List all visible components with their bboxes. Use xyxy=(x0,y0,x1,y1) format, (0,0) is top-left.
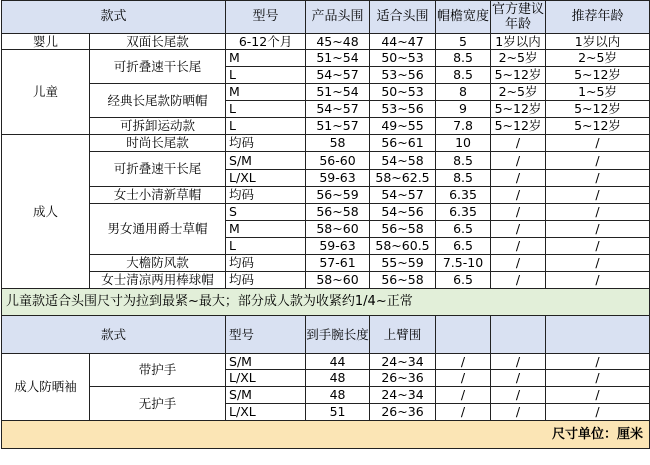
header-official-age: 官方建议年龄 xyxy=(492,2,545,32)
unit-note: 尺寸单位：厘米 xyxy=(2,421,650,449)
rec-age-cell: / xyxy=(546,204,650,221)
header-row xyxy=(2,1,650,34)
rec-age-cell: / xyxy=(546,221,650,238)
rec-age-cell: / xyxy=(546,152,650,170)
product-head-cell: 56~59 xyxy=(306,187,370,204)
fit-head-cell: 58~62.5 xyxy=(370,170,436,187)
official-age-cell: 2~5岁 xyxy=(491,50,546,67)
model-cell: L xyxy=(226,101,306,118)
sleeve-row xyxy=(2,354,650,370)
blank-cell: / xyxy=(546,354,650,370)
rec-age-cell: / xyxy=(546,255,650,272)
sleeve-header-row xyxy=(2,316,650,354)
sleeve-header-empty xyxy=(436,316,491,354)
header-product-head: 产品头围 xyxy=(306,1,370,34)
rec-age-cell: / xyxy=(546,272,650,289)
product-head-cell: 56~58 xyxy=(306,204,370,221)
model-cell: M xyxy=(226,50,306,67)
product-head-cell: 58 xyxy=(306,135,370,152)
table-row xyxy=(2,50,650,67)
model-cell: L/XL xyxy=(226,404,306,421)
blank-cell: / xyxy=(436,354,491,370)
style-cell: 大檐防风款 xyxy=(90,255,226,272)
brim-cell: 6.5 xyxy=(436,238,491,255)
footer-row xyxy=(2,421,650,449)
wrist-cell: 48 xyxy=(306,387,370,404)
style-cell: 可拆卸运动款 xyxy=(90,118,226,135)
sleeve-header-style: 款式 xyxy=(2,316,226,354)
fit-head-cell: 58~60.5 xyxy=(370,238,436,255)
header-model: 型号 xyxy=(226,1,306,34)
official-age-cell: / xyxy=(491,187,546,204)
fit-head-cell: 54~56 xyxy=(370,204,436,221)
model-cell: 均码 xyxy=(226,272,306,289)
fit-head-cell: 50~53 xyxy=(370,50,436,67)
model-cell: L xyxy=(226,67,306,84)
sleeve-style-cell: 无护手 xyxy=(90,387,226,421)
table-row xyxy=(2,204,650,221)
sleeve-table xyxy=(1,315,650,449)
table-row xyxy=(2,152,650,170)
model-cell: 6-12个月 xyxy=(226,34,306,50)
wrist-cell: 48 xyxy=(306,370,370,387)
official-age-cell: / xyxy=(491,255,546,272)
blank-cell: / xyxy=(546,404,650,421)
blank-cell: / xyxy=(491,370,546,387)
group-cell: 成人 xyxy=(2,135,90,289)
model-cell: L xyxy=(226,238,306,255)
brim-cell: 8.5 xyxy=(436,170,491,187)
model-cell: L xyxy=(226,118,306,135)
group-cell: 婴儿 xyxy=(2,34,90,50)
table-row xyxy=(2,272,650,289)
brim-cell: 6.5 xyxy=(436,272,491,289)
fit-head-cell: 56~58 xyxy=(370,272,436,289)
product-head-cell: 59-63 xyxy=(306,238,370,255)
model-cell: S/M xyxy=(226,387,306,404)
rec-age-cell: 5~12岁 xyxy=(546,67,650,84)
fit-head-cell: 56~58 xyxy=(370,221,436,238)
model-cell: 均码 xyxy=(226,255,306,272)
table-row xyxy=(2,187,650,204)
group-cell: 儿童 xyxy=(2,50,90,135)
style-cell: 女士小清新草帽 xyxy=(90,187,226,204)
style-cell: 女士清凉两用棒球帽 xyxy=(90,272,226,289)
official-age-cell: 5~12岁 xyxy=(491,101,546,118)
product-head-cell: 54~57 xyxy=(306,101,370,118)
product-head-cell: 51~57 xyxy=(306,118,370,135)
rec-age-cell: 1~5岁 xyxy=(546,84,650,101)
official-age-cell: / xyxy=(491,221,546,238)
arm-cell: 26~36 xyxy=(370,370,436,387)
product-head-cell: 58~60 xyxy=(306,272,370,289)
header-brim: 帽檐宽度 xyxy=(436,1,491,34)
rec-age-cell: / xyxy=(546,135,650,152)
fit-head-cell: 50~53 xyxy=(370,84,436,101)
fit-head-cell: 54~57 xyxy=(370,187,436,204)
rec-age-cell: 2~5岁 xyxy=(546,50,650,67)
rec-age-cell: 5~12岁 xyxy=(546,118,650,135)
official-age-cell: / xyxy=(491,238,546,255)
official-age-cell: 5~12岁 xyxy=(491,67,546,84)
table-row xyxy=(2,135,650,152)
model-cell: 均码 xyxy=(226,135,306,152)
fit-head-cell: 49~55 xyxy=(370,118,436,135)
rec-age-cell: 5~12岁 xyxy=(546,101,650,118)
blank-cell: / xyxy=(546,370,650,387)
sleeve-row xyxy=(2,387,650,404)
brim-cell: 6.35 xyxy=(436,204,491,221)
rec-age-cell: 1岁以内 xyxy=(546,34,650,50)
rec-age-cell: / xyxy=(546,187,650,204)
brim-cell: 10 xyxy=(436,135,491,152)
product-head-cell: 54~57 xyxy=(306,67,370,84)
official-age-cell: / xyxy=(491,152,546,170)
official-age-cell: / xyxy=(491,170,546,187)
product-head-cell: 51~54 xyxy=(306,84,370,101)
note-row xyxy=(2,289,650,316)
sleeve-header-empty xyxy=(546,316,650,354)
blank-cell: / xyxy=(436,404,491,421)
model-cell: S/M xyxy=(226,152,306,170)
size-table xyxy=(1,0,650,316)
wrist-cell: 51 xyxy=(306,404,370,421)
blank-cell: / xyxy=(546,387,650,404)
fit-head-cell: 56~61 xyxy=(370,135,436,152)
official-age-cell: / xyxy=(491,204,546,221)
official-age-cell: / xyxy=(491,272,546,289)
brim-cell: 8.5 xyxy=(436,152,491,170)
style-cell: 男女通用爵士草帽 xyxy=(90,204,226,255)
official-age-cell: 1岁以内 xyxy=(491,34,546,50)
product-head-cell: 56-60 xyxy=(306,152,370,170)
model-cell: L/XL xyxy=(226,370,306,387)
brim-cell: 7.5-10 xyxy=(436,255,491,272)
table-row xyxy=(2,118,650,135)
model-cell: M xyxy=(226,221,306,238)
brim-cell: 5 xyxy=(436,34,491,50)
style-cell: 可折叠速干长尾 xyxy=(90,50,226,84)
fit-head-cell: 53~56 xyxy=(370,101,436,118)
product-head-cell: 57-61 xyxy=(306,255,370,272)
table-row xyxy=(2,84,650,101)
arm-cell: 24~34 xyxy=(370,387,436,404)
official-age-cell: 5~12岁 xyxy=(491,118,546,135)
arm-cell: 24~34 xyxy=(370,354,436,370)
model-cell: S/M xyxy=(226,354,306,370)
brim-cell: 9 xyxy=(436,101,491,118)
brim-cell: 6.35 xyxy=(436,187,491,204)
header-rec-age: 推荐年龄 xyxy=(546,1,650,34)
sleeve-header-model: 型号 xyxy=(226,316,306,354)
table-row xyxy=(2,34,650,50)
sleeve-header-arm: 上臂围 xyxy=(370,316,436,354)
blank-cell: / xyxy=(436,387,491,404)
style-cell: 经典长尾款防晒帽 xyxy=(90,84,226,118)
model-cell: S xyxy=(226,204,306,221)
rec-age-cell: / xyxy=(546,170,650,187)
product-head-cell: 51~54 xyxy=(306,50,370,67)
brim-cell: 7.8 xyxy=(436,118,491,135)
wrist-cell: 44 xyxy=(306,354,370,370)
sleeve-header-empty xyxy=(491,316,546,354)
fit-head-cell: 54~58 xyxy=(370,152,436,170)
brim-cell: 6.5 xyxy=(436,221,491,238)
style-cell: 可折叠速干长尾 xyxy=(90,152,226,187)
header-fit-head: 适合头围 xyxy=(370,1,436,34)
official-age-cell: / xyxy=(491,135,546,152)
sleeve-group-cell: 成人防晒袖 xyxy=(2,354,90,421)
official-age-cell: 2~5岁 xyxy=(491,84,546,101)
model-cell: M xyxy=(226,84,306,101)
brim-cell: 8.5 xyxy=(436,67,491,84)
product-head-cell: 59-63 xyxy=(306,170,370,187)
blank-cell: / xyxy=(491,404,546,421)
blank-cell: / xyxy=(491,354,546,370)
header-style: 款式 xyxy=(2,1,226,34)
model-cell: 均码 xyxy=(226,187,306,204)
rec-age-cell: / xyxy=(546,238,650,255)
fit-head-cell: 53~56 xyxy=(370,67,436,84)
brim-cell: 8 xyxy=(436,84,491,101)
fit-head-cell: 44~47 xyxy=(370,34,436,50)
sleeve-header-wrist: 到手腕长度 xyxy=(306,316,370,354)
sleeve-style-cell: 带护手 xyxy=(90,354,226,387)
style-cell: 时尚长尾款 xyxy=(90,135,226,152)
blank-cell: / xyxy=(491,387,546,404)
product-head-cell: 58~60 xyxy=(306,221,370,238)
product-head-cell: 45~48 xyxy=(306,34,370,50)
brim-cell: 8.5 xyxy=(436,50,491,67)
fit-note: 儿童款适合头围尺寸为拉到最紧~最大；部分成人款为收紧约1/4~正常 xyxy=(2,289,650,316)
blank-cell: / xyxy=(436,370,491,387)
style-cell: 双面长尾款 xyxy=(90,34,226,50)
arm-cell: 26~36 xyxy=(370,404,436,421)
table-row xyxy=(2,255,650,272)
model-cell: L/XL xyxy=(226,170,306,187)
fit-head-cell: 55~59 xyxy=(370,255,436,272)
